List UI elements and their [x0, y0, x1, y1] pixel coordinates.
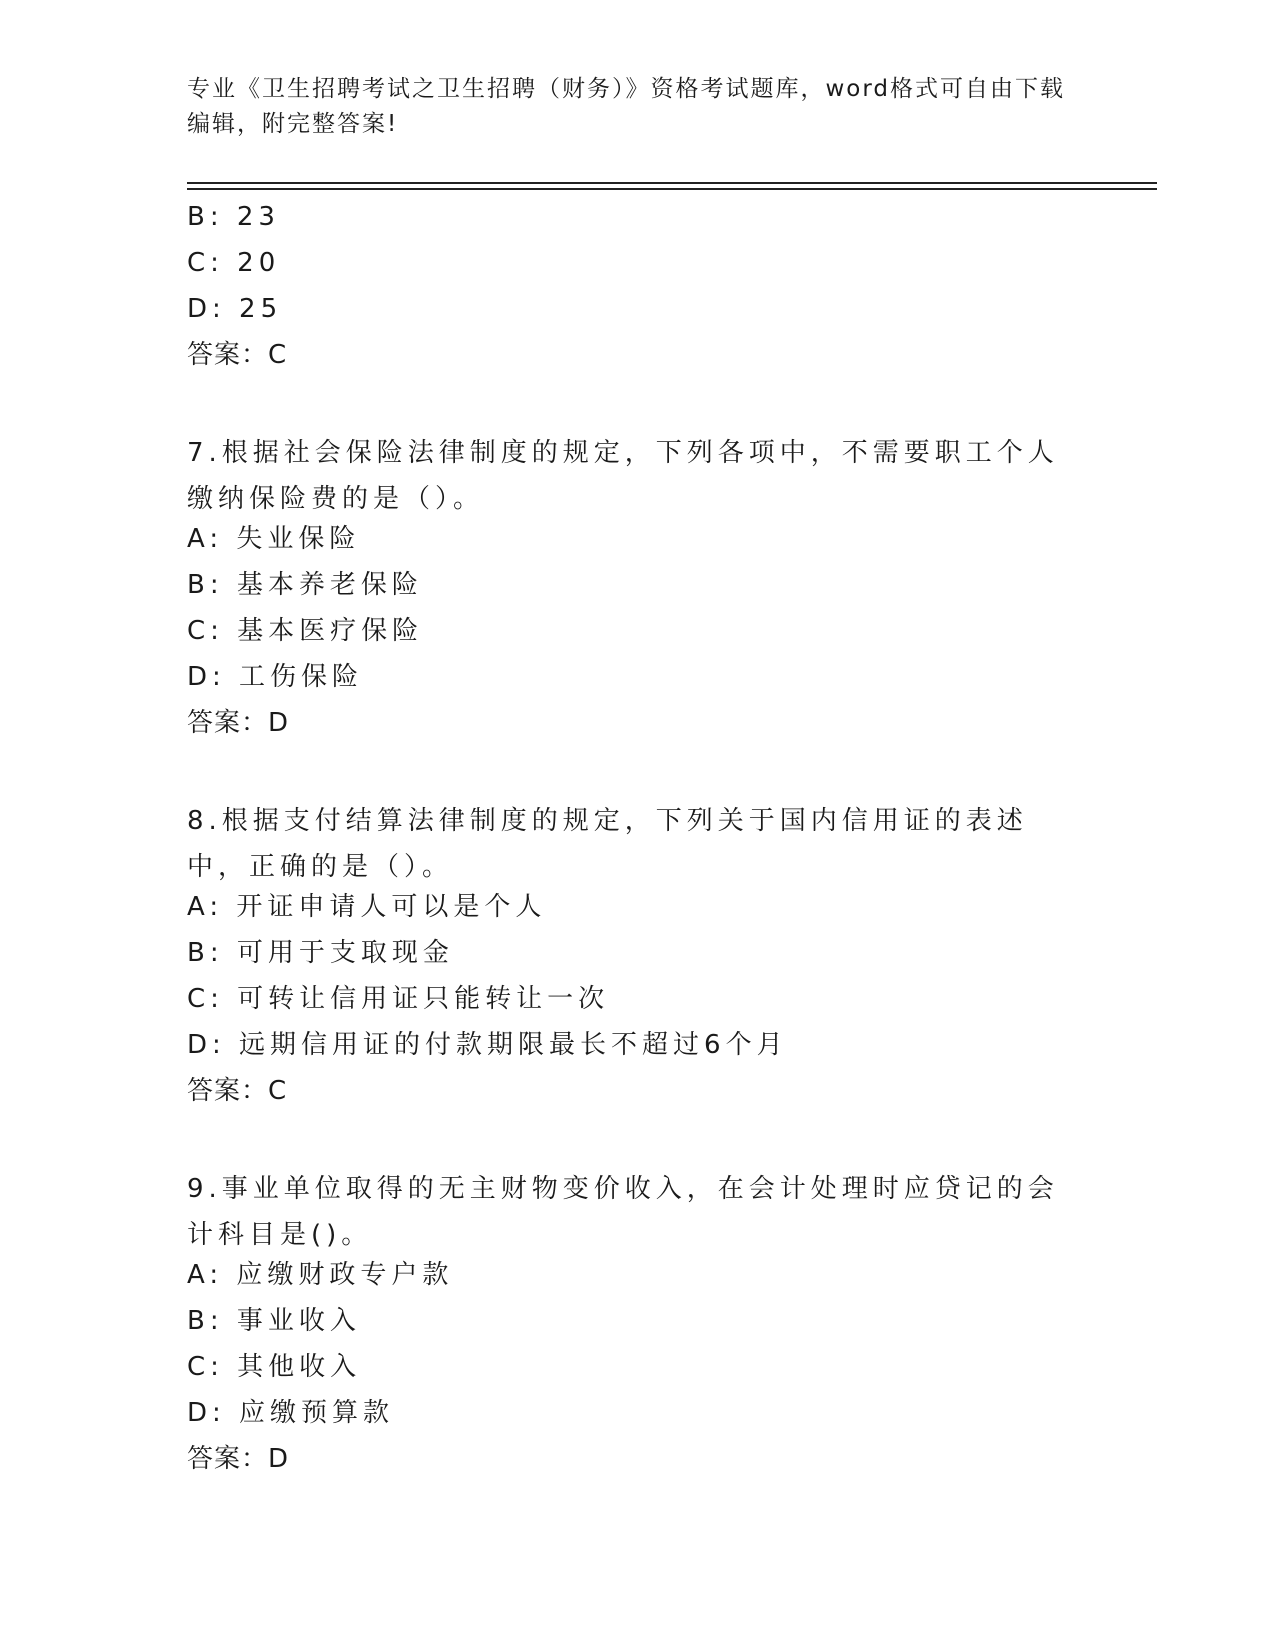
option-c: C: 可转让信用证只能转让一次	[187, 984, 610, 1014]
option-a: A: 失业保险	[187, 524, 361, 554]
header-divider	[187, 182, 1157, 190]
option-b: B: 基本养老保险	[187, 570, 423, 600]
option-b: B: 事业收入	[187, 1306, 361, 1336]
option-d: D: 应缴预算款	[187, 1398, 395, 1428]
option-d: D: 25	[187, 294, 283, 324]
question-stem: 7.根据社会保险法律制度的规定，下列各项中，不需要职工个人缴纳保险费的是（）。	[187, 438, 1059, 514]
answer-line: 答案：D	[187, 1444, 290, 1474]
document-page	[187, 72, 1157, 1488]
document-header: 专业《卫生招聘考试之卫生招聘（财务）》资格考试题库，word格式可自由下载编辑，附完整答案!	[187, 76, 1066, 137]
divider-line-bottom	[187, 188, 1157, 190]
question-stem: 9.事业单位取得的无主财物变价收入，在会计处理时应贷记的会计科目是()。	[187, 1174, 1059, 1250]
divider-line-top	[187, 182, 1157, 184]
option-b: B: 23	[187, 202, 280, 232]
option-b: B: 可用于支取现金	[187, 938, 454, 968]
option-a: A: 开证申请人可以是个人	[187, 892, 547, 922]
option-d: D: 工伤保险	[187, 662, 364, 692]
option-d: D: 远期信用证的付款期限最长不超过6个月	[187, 1030, 788, 1060]
question-7	[187, 430, 1157, 752]
answer-line: 答案：C	[187, 1076, 288, 1106]
option-a: A: 应缴财政专户款	[187, 1260, 454, 1290]
answer-line: 答案：C	[187, 340, 288, 370]
question-stem: 8.根据支付结算法律制度的规定，下列关于国内信用证的表述中，正确的是（）。	[187, 806, 1028, 882]
answer-line: 答案：D	[187, 708, 290, 738]
question-9	[187, 1166, 1157, 1488]
option-c: C: 20	[187, 248, 281, 278]
option-c: C: 基本医疗保险	[187, 616, 424, 646]
question-8	[187, 798, 1157, 1120]
option-c: C: 其他收入	[187, 1352, 362, 1382]
question-6	[187, 200, 1157, 384]
